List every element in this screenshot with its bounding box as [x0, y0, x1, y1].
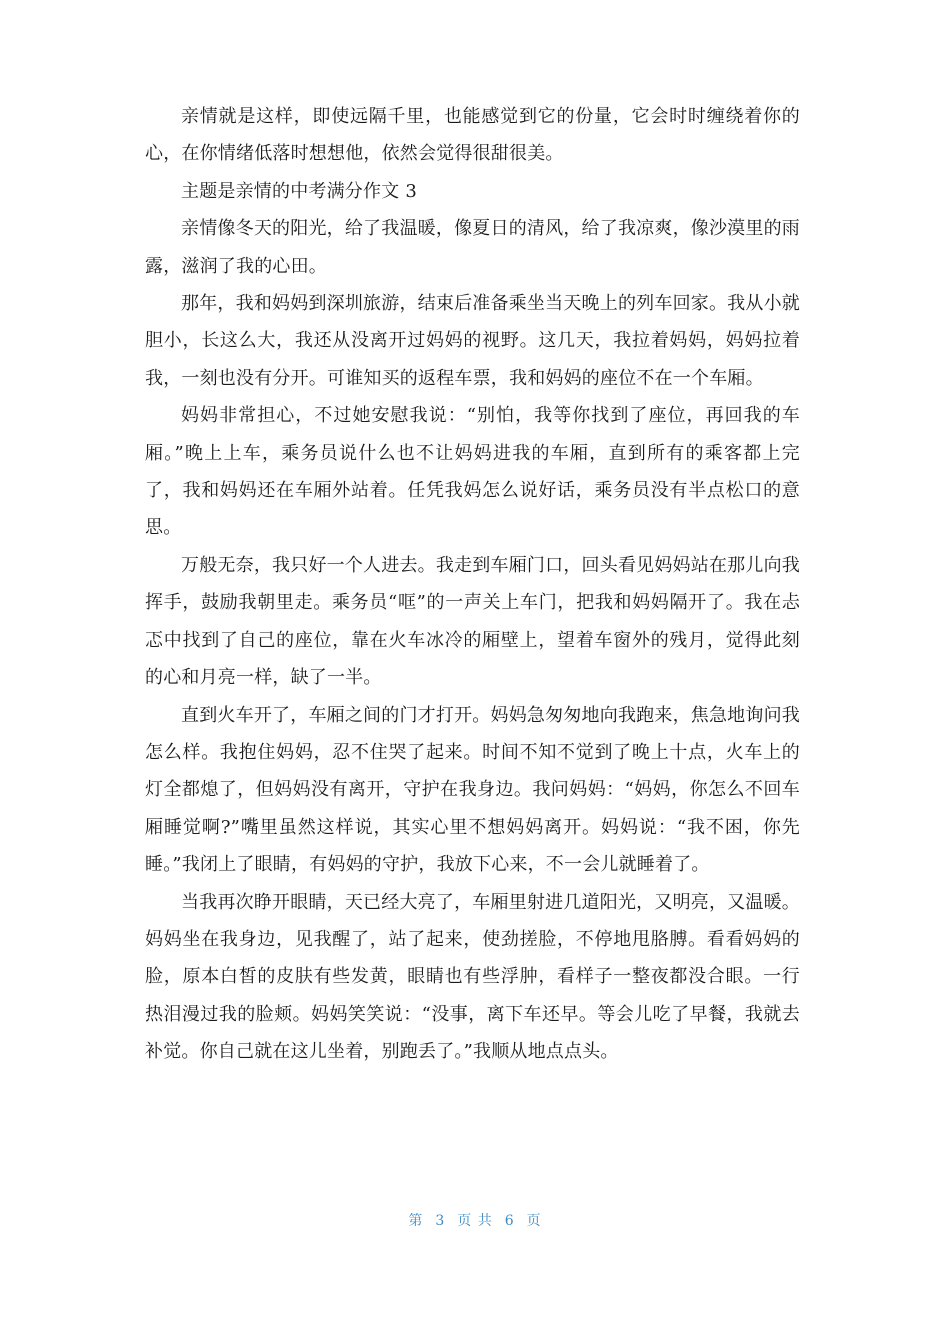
current-page-number: 3: [435, 1213, 446, 1229]
page-label-suffix: 页: [526, 1213, 542, 1229]
paragraph: 那年，我和妈妈到深圳旅游，结束后准备乘坐当天晚上的列车回家。我从小就胆小，长这么大，我还从没离开过妈妈的视野。这几天，我拉着妈妈，妈妈拉着我，一刻也没有分开。可谁知买的返程车票，我和妈妈的座位不在一个车厢。: [145, 293, 800, 389]
paragraph: 亲情像冬天的阳光，给了我温暖，像夏日的清风，给了我凉爽，像沙漠里的雨露，滋润了我的心田。: [145, 218, 800, 277]
page-footer: [0, 1210, 950, 1230]
page-label-middle: 页 共: [457, 1213, 493, 1229]
paragraph: 当我再次睁开眼睛，天已经大亮了，车厢里射进几道阳光，又明亮，又温暖。妈妈坐在我身边，见我醒了，站了起来，使劲搓脸，不停地甩胳膊。看看妈妈的脸，原本白皙的皮肤有些发黄，眼睛也有些浮肿，看样子一整夜都没合眼。一行热泪漫过我的脸颊。妈妈笑笑说：“没事，离下车还早。等会儿吃了早餐，我就去补觉。你自己就在这儿坐着，别跑丢了。”我顺从地点点头。: [145, 891, 800, 1063]
total-pages-number: 6: [504, 1213, 515, 1229]
page-label-prefix: 第: [408, 1213, 424, 1229]
paragraph: 妈妈非常担心，不过她安慰我说：“别怕，我等你找到了座位，再回我的车厢。”晚上上车，乘务员说什么也不让妈妈进我的车厢，直到所有的乘客都上完了，我和妈妈还在车厢外站着。任凭我妈怎么说好话，乘务员没有半点松口的意思。: [145, 405, 800, 539]
document-body: [145, 98, 800, 1071]
paragraph: 万般无奈，我只好一个人进去。我走到车厢门口，回头看见妈妈站在那儿向我挥手，鼓励我朝里走。乘务员“哐”的一声关上车门，把我和妈妈隔开了。我在忐忑中找到了自己的座位，靠在火车冰冷的厢壁上，望着车窗外的残月，觉得此刻的心和月亮一样，缺了一半。: [145, 554, 800, 689]
paragraph: 亲情就是这样，即使远隔千里，也能感觉到它的份量，它会时时缠绕着你的心，在你情绪低落时想想他，依然会觉得很甜很美。: [145, 106, 800, 165]
paragraph: 直到火车开了，车厢之间的门才打开。妈妈急匆匆地向我跑来，焦急地询问我怎么样。我抱住妈妈，忍不住哭了起来。时间不知不觉到了晚上十点，火车上的灯全都熄了，但妈妈没有离开，守护在我身边。我问妈妈：“妈妈，你怎么不回车厢睡觉啊?”嘴里虽然这样说，其实心里不想妈妈离开。妈妈说：“我不困，你先睡。”我闭上了眼睛，有妈妈的守护，我放下心来，不一会儿就睡着了。: [145, 704, 800, 876]
section-heading: 主题是亲情的中考满分作文 3: [181, 180, 417, 202]
